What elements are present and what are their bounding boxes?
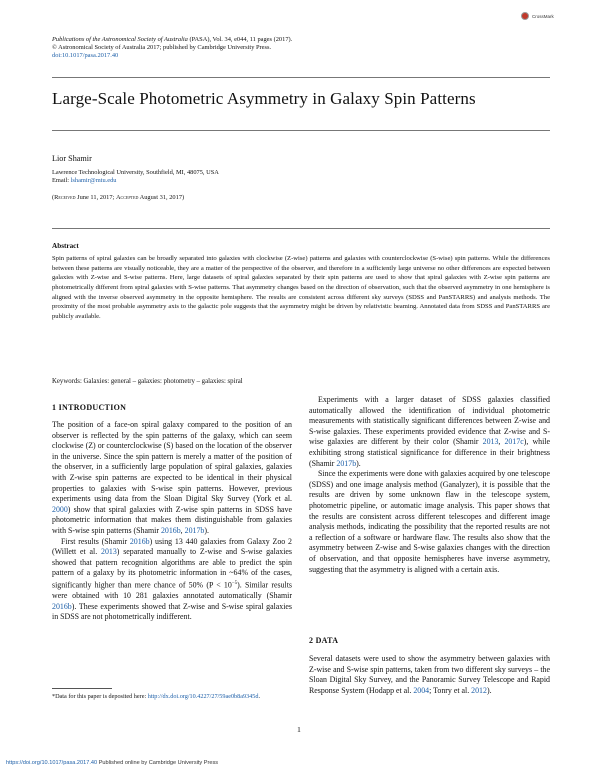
intro-paragraph-2: First results (Shamir 2016b) using 13 440 galaxies from Galaxy Zoo 2 (Willett et al. 2013) separated manually to Z-wise and S-wise galaxies showed that pattern recognition algorithms are able to predict the spin pattern of a galaxy by its photometric information in ~64% of the cases, significantly higher than mere chance of 50% $(P < 10^{-5})$. Similar results were obtained with 10 281 galaxies annotated automatically (Shamir 2016b). These experiments showed that Z-wise and S-wise spiral galaxies in SDSS are not photometrically indifferent. xyxy=(52,536,292,622)
abstract-rule xyxy=(52,228,550,229)
left-column xyxy=(52,420,292,623)
copyright-line: © Astronomical Society of Australia 2017; published by Cambridge University Press. xyxy=(52,44,272,51)
footnote: *Data for this paper is deposited here: http://dx.doi.org/10.4227/27/59ae0b8a9345d. xyxy=(52,693,261,700)
citation-link[interactable]: 2013 xyxy=(482,437,499,447)
abstract-text: Spin patterns of spiral galaxies can be broadly separated into galaxies with clockwise (Z-wise) patterns and galaxies with counterclockwise (S-wise) spin patterns. While the differences between these patterns are visually noticeable, they are a matter of the perspective of the observer, and therefore in a sufficiently large universe no other differences are expected between galaxies with Z-wise and S-wise patterns. Here, large datasets of spiral galaxies separated by their spin patterns are used to show that spiral galaxies with Z-wise spin patterns are photometrically different from spiral galaxies with S-wise patterns. That asymmetry changes based on the direction of observation, such that the observed asymmetry in one hemisphere is aligned with the inverse observed asymmetry in the opposite hemisphere. The results are consistent across different sky surveys (SDSS and PanSTARRS) and analysis methods. The proximity of the most probable asymmetry axis to the galactic pole suggests that the asymmetry might be driven by relativistic beaming. Annotated data from SDSS and PanSTARRS are publicly available. xyxy=(52,255,550,320)
citation-link[interactable]: 2017b xyxy=(184,525,205,535)
citation-link[interactable]: 2017c xyxy=(504,437,524,447)
citation-link[interactable]: 2017b xyxy=(336,458,357,468)
title-rule xyxy=(52,130,550,131)
doi-link[interactable]: doi:10.1017/pasa.2017.40 xyxy=(52,52,119,59)
affiliation: Lawrence Technological University, Southfield, MI, 48075, USA xyxy=(52,169,219,176)
citation-link[interactable]: 2016b xyxy=(160,525,181,535)
abstract-heading: Abstract xyxy=(52,242,79,250)
author-name: Lior Shamir xyxy=(52,154,92,163)
header-rule xyxy=(52,77,550,78)
crossmark-icon xyxy=(521,12,529,20)
right-column xyxy=(309,395,550,575)
email-line: Email: lshamir@mtu.edu xyxy=(52,177,117,185)
affiliation-block xyxy=(52,169,452,186)
keywords: Keywords: Galaxies: general – galaxies: photometry – galaxies: spiral xyxy=(52,378,243,385)
paper-title: Large-Scale Photometric Asymmetry in Galaxy Spin Patterns xyxy=(52,89,476,108)
section-heading-data: 2 DATA xyxy=(309,636,339,645)
intro-paragraph-3: Experiments with a larger dataset of SDSS galaxies classified automatically allowed the identification of individual photometric measurements with statistically significant differences between Z-wise and S-wise galaxies. These experiments provided evidence that Z-wise and S-wise galaxies are different by their color (Shamir 2013, 2017c), while exhibiting strong statistical significance for difference in their brightness (Shamir 2017b). xyxy=(309,395,550,468)
intro-paragraph-1: The position of a face-on spiral galaxy compared to the position of an observer is reflected by the spin patterns of the galaxy, which can seem clockwise (Z) or counterclockwise (S) based on the location of the observer in the universe. Since the spin pattern is merely a matter of the position of the observer, in a sufficiently large population of spiral galaxies, galaxies with Z-wise spin patterns are expected to be identical in their physical properties to galaxies with S-wise spin patterns. However, previous experiments using data from the Sloan Digital Sky Survey (York et al. 2000) show that spiral galaxies with Z-wise spin patterns in SDSS have photometric information that makes them distinguishable from galaxies with S-wise spin patterns (Shamir 2016b, 2017b). xyxy=(52,420,292,535)
dates-line: (Received June 11, 2017; Accepted August 31, 2017) xyxy=(52,194,185,201)
bottom-bar: https://doi.org/10.1017/pasa.2017.40 Published online by Cambridge University Press xyxy=(6,760,219,766)
intro-paragraph-4: Since the experiments were done with galaxies acquired by one telescope (SDSS) and one image analysis method (Ganalyzer), it is possible that the results are driven by some unknown flaw in the telescope system, photometric pipeline, or automatic image analysis. This paper shows that the results are consistent across different telescopes and different image analysis methods, indicating the possibility that the reported results are not a reflection of a software or hardware flaw. The results also show that the asymmetry between Z-wise and S-wise galaxies changes with the direction of observation, and that opposite hemispheres have inverse asymmetry, suggesting that the asymmetry is aligned with a certain axis. xyxy=(309,469,550,574)
email-link[interactable]: lshamir@mtu.edu xyxy=(70,177,117,185)
data-paragraph: Several datasets were used to show the asymmetry between galaxies with Z-wise and S-wise spin patterns, taken from two different sky surveys – the Sloan Digital Sky Survey, and the Panoramic Survey Telescope and Rapid Response System (Hodapp et al. 2004; Tonry et al. 2012). xyxy=(309,654,550,695)
citation-link[interactable]: 2016b xyxy=(52,601,72,611)
section-heading-introduction: 1 INTRODUCTION xyxy=(52,403,127,412)
journal-citation: Publications of the Astronomical Society of Australia (PASA), Vol. 34, e044, 11 pages (2017). xyxy=(52,36,293,43)
citation-link[interactable]: 2004 xyxy=(413,685,430,695)
citation-link[interactable]: 2016b xyxy=(129,536,150,546)
journal-header xyxy=(52,36,412,60)
citation-link[interactable]: 2000 xyxy=(52,504,68,514)
citation-link[interactable]: 2013 xyxy=(101,547,117,557)
crossmark-badge[interactable]: CrossMark xyxy=(521,11,571,21)
citation-link[interactable]: 2012 xyxy=(471,685,487,695)
footnote-link[interactable]: http://dx.doi.org/10.4227/27/59ae0b8a9345d xyxy=(147,693,259,700)
footnote-rule xyxy=(52,688,112,689)
page-number: 1 xyxy=(297,725,301,734)
bottom-doi-link[interactable]: https://doi.org/10.1017/pasa.2017.40 xyxy=(6,760,98,766)
